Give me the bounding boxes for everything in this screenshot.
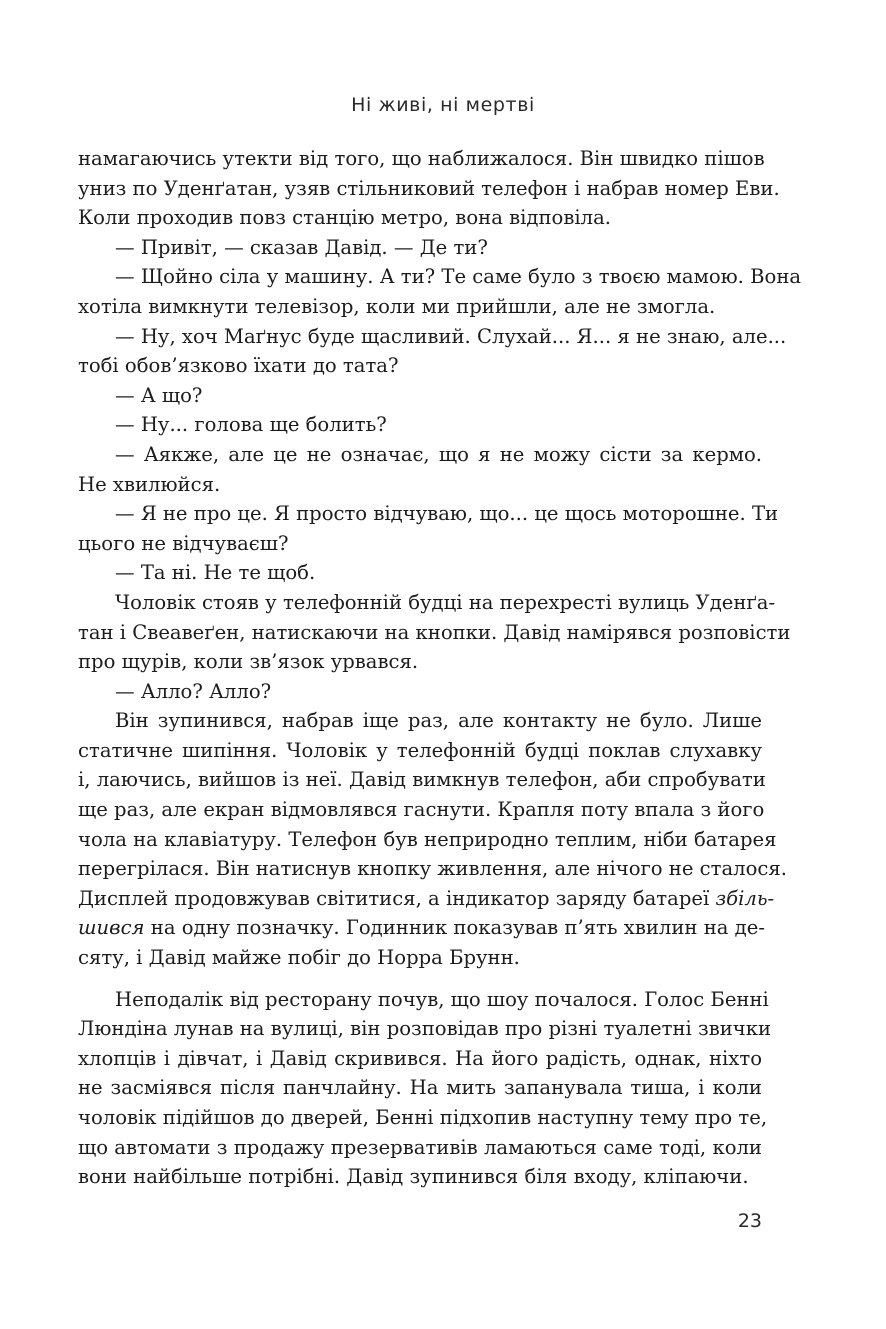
text-line: — Та ні. Не те щоб. [115,561,316,585]
text-line [78,884,775,914]
text-line: — Привіт, — сказав Давід. — Де ти? [115,235,488,259]
running-header: Ні живі, ні мертві [351,94,535,116]
text-line: — Я не про це. Я просто відчуваю, що... це щось моторошне. Ти [115,502,779,526]
body-text [78,144,802,1192]
text-line: хлопців і дівчат, і Давід скривився. На його радість, однак, ніхто [78,1046,762,1070]
text-line: — Щойно сіла у машину. А ти? Те саме було з твоєю мамою. Вона [115,265,802,289]
text-line: Неподалік від ресторану почув, що шоу почалося. Голос Бенні [115,987,769,1011]
text-line: що автомати з продажу презервативів ламаються саме тоді, коли [78,1135,762,1159]
page-number: 23 [737,1210,762,1232]
italic-run: збіль- [715,886,775,910]
text-line: — Аякже, але це не означає, що я не можу сісти за кермо. [115,442,762,466]
text-line: не засміявся після панчлайну. На мить запанувала тиша, і коли [78,1076,762,1100]
text-line: тан і Свеавеґен, натискаючи на кнопки. Давід намірявся розповісти [78,620,791,644]
text-line: тобі обов’язково їхати до тата? [78,354,399,378]
text-line: цього не відчуваєш? [78,531,289,555]
text-line: Люндіна лунав на вулиці, він розповідав про різні туалетні звички [78,1017,772,1041]
text-line: про щурів, коли зв’язок урвався. [78,650,419,674]
text-line: перегрілася. Він натиснув кнопку живлення, але нічого не сталося. [78,857,787,881]
text-line: ще раз, але екран відмовлявся гаснути. Крапля поту впала з його [78,798,765,822]
text-line: сяту, і Давід майже побіг до Норра Брунн. [78,946,520,970]
italic-run: шився [78,916,145,940]
text-line: намагаючись утекти від того, що наближалося. Він швидко пішов [78,147,765,170]
text-run: на одну позначку. Годинник показував п’ять хвилин на де- [144,916,765,940]
text-line: чола на клавіатуру. Телефон був неприродно теплим, ніби батарея [78,827,777,851]
text-line: хотіла вимкнути телевізор, коли ми прийшли, але не змогла. [78,294,716,318]
text-line: Він зупинився, набрав іще раз, але контакту не було. Лише [115,709,762,733]
text-line [78,913,765,943]
text-line: — Ну... голова ще болить? [115,413,387,437]
text-line: — А що? [115,383,203,407]
text-line: Чоловік стояв у телефонній будці на перехресті вулиць Уденґа- [115,590,776,614]
text-line: статичне шипіння. Чоловік у телефонній будці поклав слухавку [78,738,762,762]
text-line: униз по Уденґатан, узяв стільниковий телефон і набрав номер Еви. [78,176,780,200]
text-line: вони найбільше потрібні. Давід зупинився біля входу, кліпаючи. [78,1165,749,1189]
text-run: Дисплей продовжував світитися, а індикатор заряду батареї [78,886,716,910]
text-line: — Алло? Алло? [115,679,272,703]
text-line: Коли проходив повз станцію метро, вона відповіла. [78,206,611,230]
text-line: чоловік підійшов до дверей, Бенні підхопив наступну тему про те, [78,1106,768,1129]
text-line: — Ну, хоч Маґнус буде щасливий. Слухай... Я... я не знаю, але... [115,324,787,348]
text-line: і, лаючись, вийшов із неї. Давід вимкнув телефон, аби спробувати [78,768,766,792]
text-line: Не хвилюйся. [78,472,221,496]
